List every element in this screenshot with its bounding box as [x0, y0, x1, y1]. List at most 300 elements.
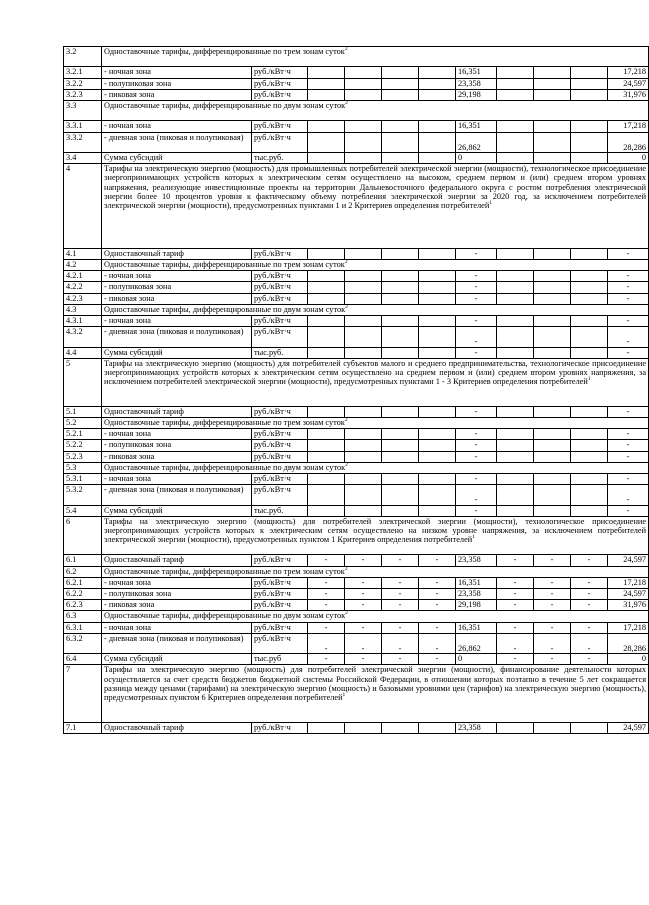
value-cell	[345, 248, 382, 259]
value-cell: -	[456, 293, 497, 304]
section-heading	[102, 665, 649, 722]
value-cell	[497, 505, 534, 516]
value-cell	[497, 67, 534, 78]
value-cell: 31,976	[608, 600, 649, 611]
value-cell: -	[497, 600, 534, 611]
row-name: - ночная зона	[102, 67, 252, 78]
row-number: 3.3.1	[64, 121, 102, 132]
row-number: 4	[64, 164, 102, 249]
row-number: 5	[64, 358, 102, 406]
table-row	[64, 462, 649, 473]
value-cell: 24,597	[608, 589, 649, 600]
value-cell: -	[382, 600, 419, 611]
table-row	[64, 473, 649, 484]
value-cell	[382, 132, 419, 152]
value-cell: -	[608, 248, 649, 259]
value-cell: -	[456, 248, 497, 259]
value-cell: -	[571, 654, 608, 665]
value-cell	[571, 327, 608, 347]
value-cell: -	[419, 600, 456, 611]
value-cell: -	[382, 577, 419, 588]
value-cell: -	[571, 600, 608, 611]
value-cell: -	[456, 271, 497, 282]
value-cell: 26,862	[456, 132, 497, 152]
row-number: 3.4	[64, 152, 102, 163]
value-cell	[571, 722, 608, 733]
row-unit: руб./кВт·ч	[252, 622, 308, 633]
value-cell	[497, 327, 534, 347]
value-cell: 0	[456, 152, 497, 163]
value-cell	[419, 132, 456, 152]
footnote-mark: 2	[345, 100, 348, 107]
value-cell	[345, 473, 382, 484]
value-cell	[419, 293, 456, 304]
value-cell: -	[308, 577, 345, 588]
value-cell	[382, 316, 419, 327]
value-cell: -	[608, 485, 649, 505]
footnote-mark: 1	[587, 376, 591, 383]
value-cell: -	[456, 327, 497, 347]
value-cell: 31,976	[608, 89, 649, 100]
value-cell: -	[534, 600, 571, 611]
value-cell: -	[534, 577, 571, 588]
value-cell	[308, 89, 345, 100]
value-cell: -	[308, 633, 345, 653]
value-cell	[571, 152, 608, 163]
row-number: 4.3	[64, 304, 102, 315]
value-cell: -	[608, 473, 649, 484]
section-heading	[102, 516, 649, 555]
value-cell	[382, 485, 419, 505]
value-cell	[497, 282, 534, 293]
value-cell: -	[571, 555, 608, 566]
value-cell: -	[456, 316, 497, 327]
table-row	[64, 516, 649, 555]
row-number: 6	[64, 516, 102, 555]
value-cell	[308, 347, 345, 358]
value-cell	[497, 89, 534, 100]
value-cell	[308, 248, 345, 259]
value-cell	[571, 440, 608, 451]
table-row	[64, 293, 649, 304]
value-cell	[419, 316, 456, 327]
value-cell	[308, 327, 345, 347]
row-number: 4.2.3	[64, 293, 102, 304]
table-row	[64, 152, 649, 163]
value-cell	[382, 451, 419, 462]
table-row	[64, 566, 649, 577]
value-cell	[534, 505, 571, 516]
row-unit: руб./кВт·ч	[252, 121, 308, 132]
value-cell: -	[308, 589, 345, 600]
row-unit: руб./кВт·ч	[252, 440, 308, 451]
footnote-mark: 2	[345, 610, 348, 617]
row-number: 6.1	[64, 555, 102, 566]
row-name: - дневная зона (пиковая и полупиковая)	[102, 327, 252, 347]
table-row	[64, 100, 649, 120]
row-name: - пиковая зона	[102, 600, 252, 611]
value-cell: -	[534, 622, 571, 633]
value-cell	[308, 67, 345, 78]
row-heading	[102, 47, 649, 67]
value-cell: -	[308, 622, 345, 633]
row-unit: руб./кВт·ч	[252, 600, 308, 611]
value-cell	[571, 78, 608, 89]
footnote-mark: 2	[344, 46, 348, 53]
value-cell	[382, 282, 419, 293]
value-cell: -	[419, 589, 456, 600]
row-unit: руб./кВт·ч	[252, 555, 308, 566]
value-cell: -	[571, 589, 608, 600]
value-cell: 0	[608, 654, 649, 665]
value-cell: -	[608, 347, 649, 358]
value-cell	[419, 152, 456, 163]
value-cell	[534, 271, 571, 282]
value-cell	[419, 282, 456, 293]
value-cell: -	[345, 622, 382, 633]
value-cell	[382, 152, 419, 163]
value-cell: -	[534, 654, 571, 665]
value-cell: -	[382, 654, 419, 665]
row-number: 6.2	[64, 566, 102, 577]
table-row	[64, 358, 649, 406]
row-unit: руб./кВт·ч	[252, 78, 308, 89]
table-row	[64, 600, 649, 611]
row-heading-text: Одноставочные тарифы, дифференцированные по двум зонам суток	[104, 304, 346, 314]
value-cell: -	[608, 451, 649, 462]
value-cell	[382, 67, 419, 78]
value-cell	[345, 132, 382, 152]
value-cell	[534, 293, 571, 304]
value-cell	[497, 248, 534, 259]
value-cell	[534, 316, 571, 327]
value-cell: -	[456, 347, 497, 358]
value-cell: -	[497, 654, 534, 665]
value-cell	[345, 327, 382, 347]
row-unit: руб./кВт·ч	[252, 406, 308, 417]
value-cell	[534, 429, 571, 440]
table-row	[64, 282, 649, 293]
value-cell	[345, 451, 382, 462]
value-cell	[534, 485, 571, 505]
row-name: - дневная зона (пиковая и полупиковая)	[102, 633, 252, 653]
row-name: - пиковая зона	[102, 451, 252, 462]
value-cell: 23,358	[456, 78, 497, 89]
value-cell: 0	[456, 654, 497, 665]
value-cell: 23,358	[456, 589, 497, 600]
value-cell	[571, 347, 608, 358]
row-heading-text: Одноставочные тарифы, дифференцированные по двум зонам суток	[104, 611, 346, 621]
table-row	[64, 505, 649, 516]
value-cell	[382, 347, 419, 358]
row-number: 6.3.1	[64, 622, 102, 633]
value-cell	[308, 121, 345, 132]
table-row	[64, 132, 649, 152]
row-number: 3.3	[64, 100, 102, 120]
value-cell	[534, 722, 571, 733]
row-number: 3.2.3	[64, 89, 102, 100]
value-cell: -	[419, 622, 456, 633]
value-cell	[534, 89, 571, 100]
row-name: - ночная зона	[102, 473, 252, 484]
value-cell	[534, 327, 571, 347]
row-unit: руб./кВт·ч	[252, 248, 308, 259]
value-cell	[308, 152, 345, 163]
table-row	[64, 589, 649, 600]
footnote-mark: 1	[472, 534, 475, 541]
row-name: Одноставочный тариф	[102, 555, 252, 566]
row-unit: руб./кВт·ч	[252, 722, 308, 733]
row-unit: тыс.руб.	[252, 505, 308, 516]
row-name: Одноставочный тариф	[102, 406, 252, 417]
value-cell	[497, 440, 534, 451]
value-cell: 17,218	[608, 577, 649, 588]
table-row	[64, 78, 649, 89]
value-cell	[419, 121, 456, 132]
value-cell	[382, 271, 419, 282]
row-number: 4.3.1	[64, 316, 102, 327]
table-row	[64, 89, 649, 100]
row-number: 4.2.1	[64, 271, 102, 282]
value-cell: 28,286	[608, 633, 649, 653]
value-cell	[571, 282, 608, 293]
value-cell	[419, 473, 456, 484]
value-cell	[345, 316, 382, 327]
row-heading	[102, 100, 649, 120]
value-cell	[345, 282, 382, 293]
value-cell	[534, 282, 571, 293]
row-number: 5.2	[64, 417, 102, 428]
value-cell	[308, 316, 345, 327]
value-cell: -	[534, 589, 571, 600]
value-cell	[345, 271, 382, 282]
row-name: - ночная зона	[102, 121, 252, 132]
value-cell: -	[382, 555, 419, 566]
table-row	[64, 304, 649, 315]
value-cell	[497, 78, 534, 89]
row-name: Сумма субсидий	[102, 654, 252, 665]
value-cell: -	[608, 406, 649, 417]
value-cell	[382, 722, 419, 733]
value-cell	[308, 505, 345, 516]
value-cell	[571, 406, 608, 417]
table-row	[64, 622, 649, 633]
value-cell	[571, 293, 608, 304]
value-cell	[571, 248, 608, 259]
value-cell	[571, 485, 608, 505]
value-cell: -	[456, 406, 497, 417]
value-cell: -	[497, 555, 534, 566]
value-cell: -	[456, 485, 497, 505]
row-name: Сумма субсидий	[102, 505, 252, 516]
table-row	[64, 347, 649, 358]
value-cell	[308, 78, 345, 89]
value-cell	[308, 293, 345, 304]
footnote-mark: 2	[345, 304, 348, 311]
row-heading-text: Одноставочные тарифы, дифференцированные по двум зонам суток	[104, 100, 346, 110]
value-cell	[308, 473, 345, 484]
value-cell	[419, 78, 456, 89]
row-number: 5.3.1	[64, 473, 102, 484]
value-cell	[382, 440, 419, 451]
value-cell: -	[571, 577, 608, 588]
row-number: 3.2.1	[64, 67, 102, 78]
value-cell	[571, 121, 608, 132]
value-cell: -	[608, 429, 649, 440]
value-cell	[571, 89, 608, 100]
value-cell	[419, 429, 456, 440]
row-unit: руб./кВт·ч	[252, 293, 308, 304]
row-unit: руб./кВт·ч	[252, 633, 308, 653]
value-cell: -	[345, 633, 382, 653]
row-name: - ночная зона	[102, 429, 252, 440]
row-unit: руб./кВт·ч	[252, 327, 308, 347]
value-cell: 16,351	[456, 577, 497, 588]
table-row	[64, 316, 649, 327]
row-unit: руб./кВт·ч	[252, 89, 308, 100]
row-number: 6.3.2	[64, 633, 102, 653]
value-cell	[497, 293, 534, 304]
value-cell	[571, 67, 608, 78]
value-cell	[308, 451, 345, 462]
table-row	[64, 406, 649, 417]
value-cell: -	[308, 600, 345, 611]
value-cell: 16,351	[456, 622, 497, 633]
value-cell: -	[419, 654, 456, 665]
row-heading	[102, 462, 649, 473]
row-name: - ночная зона	[102, 577, 252, 588]
value-cell	[571, 316, 608, 327]
row-number: 5.1	[64, 406, 102, 417]
value-cell: -	[608, 282, 649, 293]
row-name: - пиковая зона	[102, 89, 252, 100]
value-cell: -	[456, 473, 497, 484]
value-cell	[497, 271, 534, 282]
row-name: Одноставочный тариф	[102, 722, 252, 733]
footnote-mark: 1	[489, 200, 493, 207]
row-number: 6.3	[64, 611, 102, 622]
value-cell	[534, 152, 571, 163]
value-cell	[534, 473, 571, 484]
value-cell: 17,218	[608, 67, 649, 78]
value-cell: -	[497, 589, 534, 600]
table-row	[64, 67, 649, 78]
value-cell	[308, 132, 345, 152]
value-cell: 24,597	[608, 78, 649, 89]
value-cell	[345, 347, 382, 358]
row-heading-text: Одноставочные тарифы, дифференцированные по трем зонам суток	[104, 566, 345, 576]
value-cell: 24,597	[608, 555, 649, 566]
value-cell: -	[419, 577, 456, 588]
row-heading-text: Одноставочные тарифы, дифференцированные по трем зонам суток	[104, 47, 345, 56]
row-name: - ночная зона	[102, 316, 252, 327]
row-unit: руб./кВт·ч	[252, 451, 308, 462]
footnote-mark: 2	[344, 417, 348, 424]
row-unit: руб./кВт·ч	[252, 473, 308, 484]
value-cell	[345, 121, 382, 132]
value-cell	[497, 485, 534, 505]
value-cell	[534, 451, 571, 462]
value-cell: -	[456, 505, 497, 516]
table-row	[64, 417, 649, 428]
value-cell	[497, 406, 534, 417]
value-cell	[534, 78, 571, 89]
row-name: - ночная зона	[102, 271, 252, 282]
value-cell: 26,862	[456, 633, 497, 653]
footnote-mark: 2	[344, 259, 348, 266]
value-cell	[382, 406, 419, 417]
value-cell	[497, 121, 534, 132]
value-cell	[419, 505, 456, 516]
value-cell	[345, 78, 382, 89]
value-cell	[497, 152, 534, 163]
row-heading-text: Одноставочные тарифы, дифференцированные по трем зонам суток	[104, 260, 345, 270]
row-number: 4.2.2	[64, 282, 102, 293]
value-cell: -	[497, 622, 534, 633]
value-cell: -	[608, 316, 649, 327]
value-cell	[345, 67, 382, 78]
value-cell: 23,358	[456, 555, 497, 566]
value-cell	[308, 485, 345, 505]
row-name: Сумма субсидий	[102, 347, 252, 358]
table-row	[64, 485, 649, 505]
table-row	[64, 47, 649, 67]
value-cell	[571, 505, 608, 516]
row-unit: руб./кВт·ч	[252, 271, 308, 282]
value-cell: -	[497, 577, 534, 588]
value-cell: -	[382, 633, 419, 653]
value-cell: -	[456, 282, 497, 293]
value-cell	[382, 78, 419, 89]
row-number: 3.2.2	[64, 78, 102, 89]
value-cell: -	[456, 451, 497, 462]
value-cell	[382, 248, 419, 259]
footnote-mark: 2	[344, 565, 348, 572]
value-cell	[497, 132, 534, 152]
row-name: - дневная зона (пиковая и полупиковая)	[102, 485, 252, 505]
table-row	[64, 654, 649, 665]
value-cell	[308, 722, 345, 733]
value-cell: -	[382, 589, 419, 600]
row-heading	[102, 611, 649, 622]
value-cell	[497, 347, 534, 358]
footnote-mark: 1	[342, 692, 346, 699]
value-cell: -	[382, 622, 419, 633]
table-row	[64, 429, 649, 440]
value-cell	[382, 89, 419, 100]
value-cell	[308, 440, 345, 451]
row-unit: руб./кВт·ч	[252, 589, 308, 600]
table-row	[64, 271, 649, 282]
value-cell	[534, 67, 571, 78]
row-number: 7	[64, 665, 102, 722]
table-row	[64, 260, 649, 271]
value-cell	[534, 347, 571, 358]
table-row	[64, 611, 649, 622]
value-cell: -	[608, 440, 649, 451]
value-cell	[419, 347, 456, 358]
row-name: - полупиковая зона	[102, 282, 252, 293]
value-cell	[534, 248, 571, 259]
value-cell: -	[534, 633, 571, 653]
row-name: Одноставочный тариф	[102, 248, 252, 259]
value-cell: -	[608, 293, 649, 304]
value-cell	[419, 327, 456, 347]
value-cell	[571, 451, 608, 462]
row-unit: руб./кВт·ч	[252, 282, 308, 293]
row-number: 4.4	[64, 347, 102, 358]
value-cell: -	[419, 555, 456, 566]
